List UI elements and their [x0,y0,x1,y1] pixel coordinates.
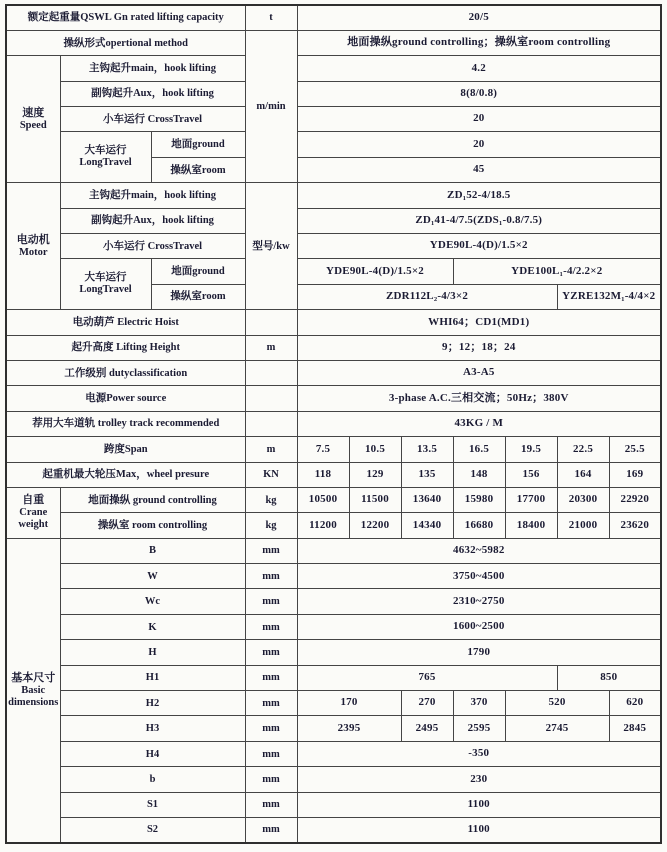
weight-ground-value: 17700 [505,487,557,512]
motor-cross-travel-label: 小车运行 CrossTravel [60,234,245,259]
wheel-pressure-value: 129 [349,462,401,487]
dim-b-label: b [60,767,245,792]
dim-H2-unit: mm [245,691,297,716]
speed-aux-hook-value: 8(8/0.8) [297,81,661,106]
trolley-track-value: 43KG / M [297,411,661,436]
crane-weight-group-en: Crane weight [18,507,49,531]
wheel-pressure-value: 118 [297,462,349,487]
speed-main-hook-label: 主钩起升main，hook lifting [60,56,245,81]
speed-ground-value: 20 [297,132,661,157]
motor-room-value-right: YZRE132M₁-4/4×2 [557,284,661,309]
motor-long-travel-zh: 大车运行 [84,272,127,284]
speed-ground-label: 地面ground [151,132,245,157]
weight-room-label: 操纵室 room controlling [60,513,245,538]
dim-H1-value: 850 [557,665,661,690]
trolley-track-unit [245,411,297,436]
duty-classification-value: A3-A5 [297,360,661,385]
speed-long-travel-en: LongTravel [79,157,132,169]
lifting-height-value: 9；12；18；24 [297,335,661,360]
speed-group-en: Speed [19,119,47,131]
dim-H2-value: 370 [453,691,505,716]
span-value: 19.5 [505,437,557,462]
crane-spec-table [5,4,662,844]
dim-H3-label: H3 [60,716,245,741]
speed-unit: m/min [245,30,297,182]
span-value: 7.5 [297,437,349,462]
motor-room-value-left: ZDR112L₂-4/3×2 [297,284,557,309]
speed-main-hook-value: 4.2 [297,56,661,81]
dim-Wc-unit: mm [245,589,297,614]
dim-H2-label: H2 [60,691,245,716]
speed-group-header [6,56,60,183]
span-value: 16.5 [453,437,505,462]
dim-H3-value: 2595 [453,716,505,741]
span-value: 22.5 [557,437,609,462]
dim-S1-unit: mm [245,792,297,817]
weight-room-value: 14340 [401,513,453,538]
weight-room-value: 16680 [453,513,505,538]
motor-aux-hook-value: ZD₁41-4/7.5(ZDS₁-0.8/7.5) [297,208,661,233]
dim-H2-value: 270 [401,691,453,716]
weight-room-value: 23620 [609,513,661,538]
dim-W-label: W [60,564,245,589]
dim-S2-label: S2 [60,818,245,843]
wheel-pressure-value: 156 [505,462,557,487]
dim-H2-value: 170 [297,691,401,716]
motor-group-header [6,183,60,310]
method-label: 操纵形式opertional method [6,30,245,55]
hoist-value: WHI64；CD1(MD1) [297,310,661,335]
crane-weight-group-zh: 自重 [22,494,45,507]
dimensions-group-header [6,538,60,843]
dimensions-group-zh: 基本尺寸 [11,671,56,684]
weight-room-value: 11200 [297,513,349,538]
dim-K-value: 1600~2500 [297,614,661,639]
dim-H3-value: 2745 [505,716,609,741]
dim-H3-value: 2845 [609,716,661,741]
weight-room-value: 18400 [505,513,557,538]
span-value: 10.5 [349,437,401,462]
dim-H4-value: -350 [297,741,661,766]
weight-ground-value: 11500 [349,487,401,512]
motor-aux-hook-label: 副钩起升Aux，hook lifting [60,208,245,233]
span-value: 25.5 [609,437,661,462]
dim-S2-value: 1100 [297,818,661,843]
dim-H-value: 1790 [297,640,661,665]
motor-ground-value-right: YDE100L₁-4/2.2×2 [453,259,661,284]
speed-cross-travel-value: 20 [297,107,661,132]
dimensions-group-en: Basic dimensions [8,684,59,708]
weight-ground-value: 15980 [453,487,505,512]
weight-ground-unit: kg [245,487,297,512]
motor-group-zh: 电动机 [16,233,50,246]
dim-H2-value: 520 [505,691,609,716]
dim-H-unit: mm [245,640,297,665]
weight-ground-value: 20300 [557,487,609,512]
lifting-height-label: 起升高度 Lifting Height [6,335,245,360]
wheel-pressure-value: 169 [609,462,661,487]
rated-capacity-value: 20/5 [297,5,661,30]
hoist-unit [245,310,297,335]
speed-group-zh: 速度 [22,106,45,119]
speed-room-value: 45 [297,157,661,182]
dim-Wc-value: 2310~2750 [297,589,661,614]
dim-H1-value: 765 [297,665,557,690]
speed-cross-travel-label: 小车运行 CrossTravel [60,107,245,132]
wheel-pressure-value: 148 [453,462,505,487]
power-source-value: 3-phase A.C.三相交流；50Hz；380V [297,386,661,411]
motor-cross-travel-value: YDE90L-4(D)/1.5×2 [297,234,661,259]
rated-capacity-unit: t [245,5,297,30]
weight-ground-value: 10500 [297,487,349,512]
dim-H3-value: 2395 [297,716,401,741]
motor-ground-value-left: YDE90L-4(D)/1.5×2 [297,259,453,284]
dim-H4-unit: mm [245,741,297,766]
wheel-pressure-unit: KN [245,462,297,487]
dim-H3-value: 2495 [401,716,453,741]
power-source-unit [245,386,297,411]
wheel-pressure-value: 164 [557,462,609,487]
wheel-pressure-value: 135 [401,462,453,487]
dim-K-unit: mm [245,614,297,639]
wheel-pressure-label: 起重机最大轮压Max，wheel presure [6,462,245,487]
weight-ground-value: 13640 [401,487,453,512]
weight-room-unit: kg [245,513,297,538]
dim-W-unit: mm [245,564,297,589]
duty-classification-unit [245,360,297,385]
hoist-label: 电动葫芦 Electric Hoist [6,310,245,335]
dim-S1-label: S1 [60,792,245,817]
motor-ground-label: 地面ground [151,259,245,284]
dim-S2-unit: mm [245,818,297,843]
dim-b-value: 230 [297,767,661,792]
motor-main-hook-label: 主钩起升main，hook lifting [60,183,245,208]
lifting-height-unit: m [245,335,297,360]
dim-H1-label: H1 [60,665,245,690]
dim-W-value: 3750~4500 [297,564,661,589]
rated-capacity-label: 额定起重量QSWL Gn rated lifting capacity [6,5,245,30]
power-source-label: 电源Power source [6,386,245,411]
speed-long-travel-zh: 大车运行 [84,145,127,157]
trolley-track-label: 荐用大车道轨 trolley track recommended [6,411,245,436]
dim-B-unit: mm [245,538,297,563]
span-label: 跨度Span [6,437,245,462]
method-value: 地面操纵ground controlling；操纵室room controlling [297,30,661,55]
weight-ground-value: 22920 [609,487,661,512]
dim-K-label: K [60,614,245,639]
span-unit: m [245,437,297,462]
dim-B-value: 4632~5982 [297,538,661,563]
dim-H-label: H [60,640,245,665]
dim-H2-value: 620 [609,691,661,716]
motor-long-travel-label [60,259,151,310]
dim-b-unit: mm [245,767,297,792]
motor-unit: 型号/kw [245,183,297,310]
motor-main-hook-value: ZD₁52-4/18.5 [297,183,661,208]
dim-H1-unit: mm [245,665,297,690]
span-value: 13.5 [401,437,453,462]
speed-room-label: 操纵室room [151,157,245,182]
speed-long-travel-label [60,132,151,183]
dim-H3-unit: mm [245,716,297,741]
speed-aux-hook-label: 副钩起升Aux，hook lifting [60,81,245,106]
dim-Wc-label: Wc [60,589,245,614]
dim-B-label: B [60,538,245,563]
dim-S1-value: 1100 [297,792,661,817]
duty-classification-label: 工作级别 dutyclassification [6,360,245,385]
crane-weight-group-header [6,487,60,538]
weight-room-value: 12200 [349,513,401,538]
weight-ground-label: 地面操纵 ground controlling [60,487,245,512]
weight-room-value: 21000 [557,513,609,538]
dim-H4-label: H4 [60,741,245,766]
motor-long-travel-en: LongTravel [79,284,132,296]
motor-group-en: Motor [18,246,48,258]
motor-room-label: 操纵室room [151,284,245,309]
